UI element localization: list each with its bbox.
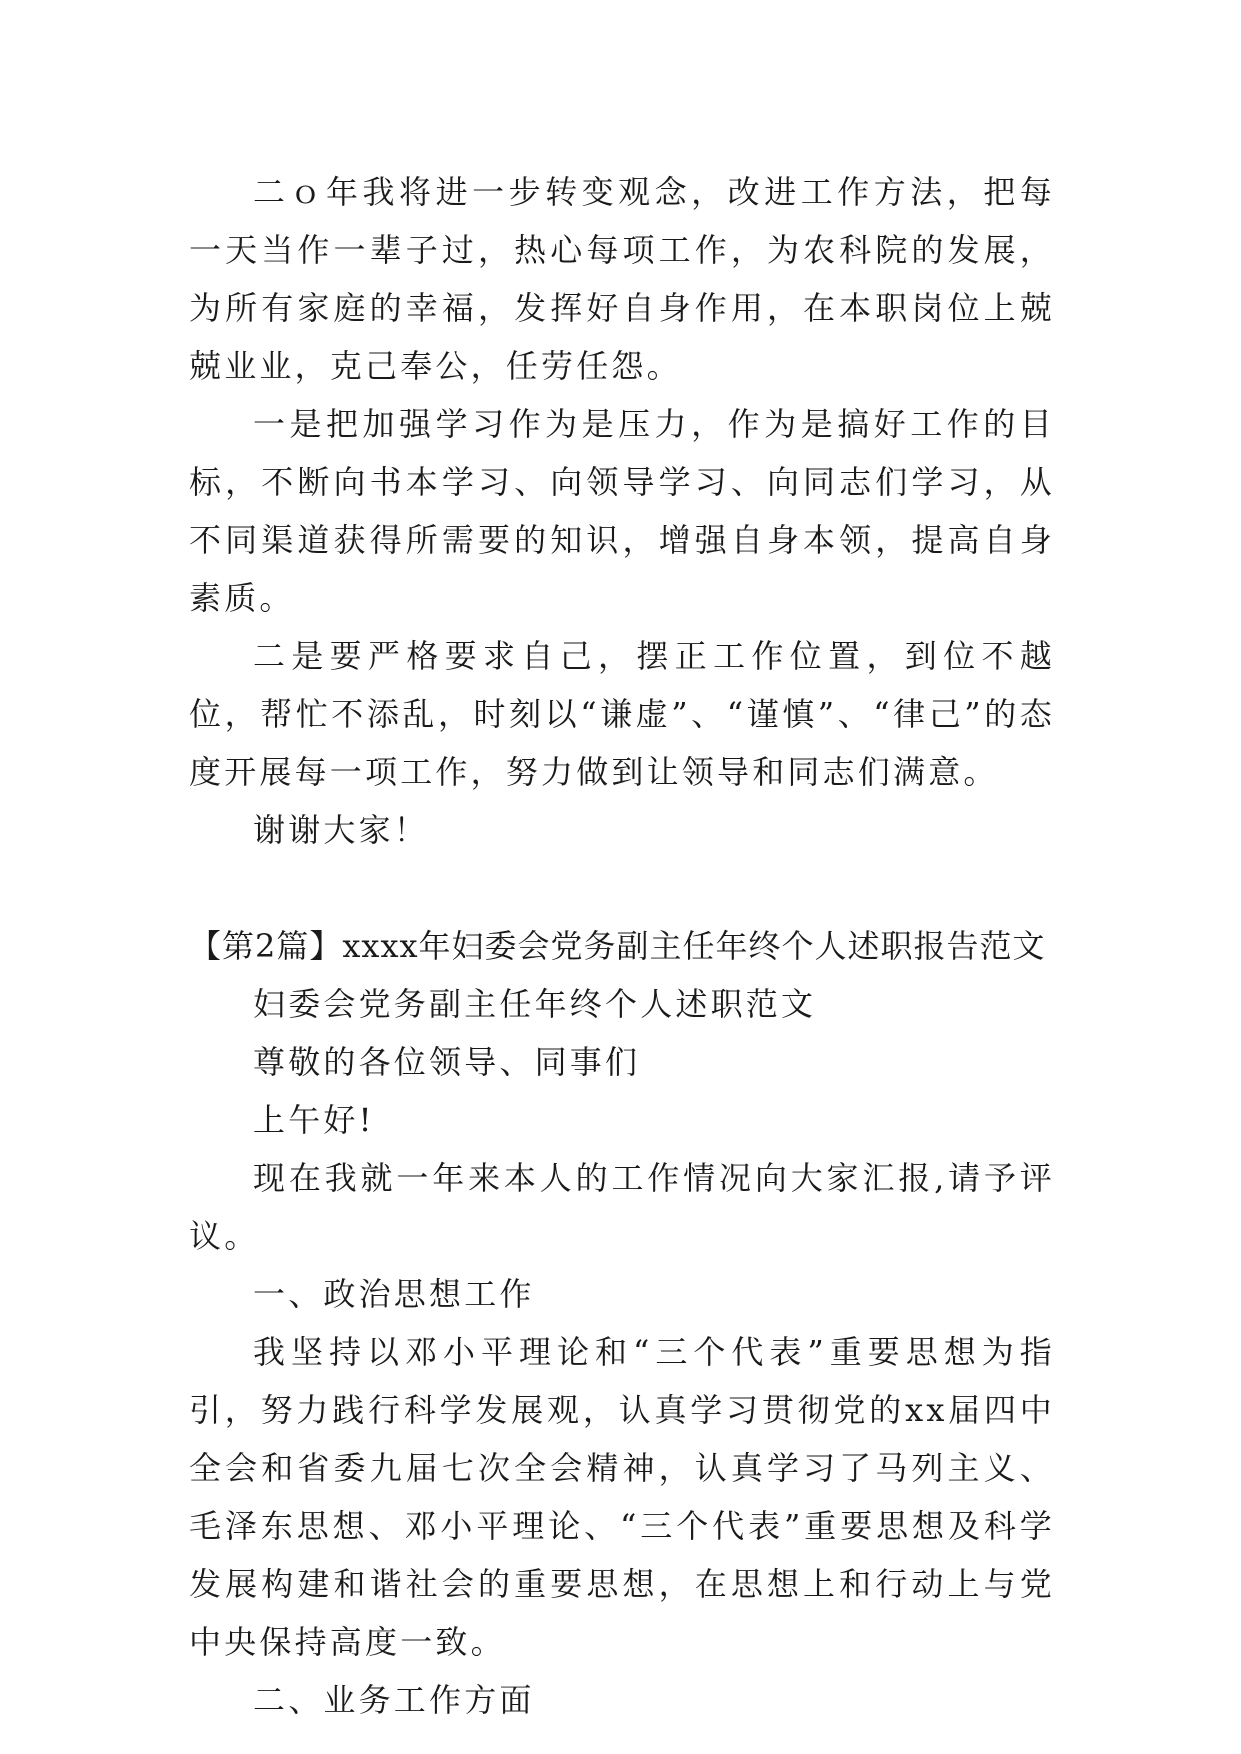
paragraph-political-thought: 我坚持以邓小平理论和“三个代表”重要思想为指引，努力践行科学发展观，认真学习贯彻党的xx届四中全会和省委九届七次全会精神，认真学习了马列主义、毛泽东思想、邓小平理论、“三个代表”重要思想及科学发展构建和谐社会的重要思想，在思想上和行动上与党中央保持高度一致。 <box>189 1333 1055 1661</box>
paragraph-work-plan: 二ｏ年我将进一步转变观念，改进工作方法，把每一天当作一辈子过，热心每项工作，为农科院的发展，为所有家庭的幸福，发挥好自身作用，在本职岗位上兢兢业业，克己奉公，任劳任怨。 <box>189 173 1055 385</box>
paragraph-study: 一是把加强学习作为是压力，作为是搞好工作的目标，不断向书本学习、向领导学习、向同志们学习，从不同渠道获得所需要的知识，增强自身本领，提高自身素质。 <box>189 405 1055 617</box>
heading-business-work: 二、业务工作方面 <box>253 1681 535 1719</box>
section-title: 【第2篇】xxxx年妇委会党务副主任年终个人述职报告范文 <box>189 927 1046 965</box>
paragraph-thanks: 谢谢大家！ <box>253 811 430 849</box>
greeting-line: 上午好! <box>253 1101 375 1139</box>
document-body <box>189 163 1055 1729</box>
heading-political-work: 一、政治思想工作 <box>253 1275 535 1313</box>
paragraph-self-discipline: 二是要严格要求自己，摆正工作位置，到位不越位，帮忙不添乱，时刻以“谦虚”、“谨慎”、“律己”的态度开展每一项工作，努力做到让领导和同志们满意。 <box>189 637 1055 791</box>
intro-line: 现在我就一年来本人的工作情况向大家汇报,请予评议。 <box>189 1159 1055 1255</box>
subtitle-line: 妇委会党务副主任年终个人述职范文 <box>253 985 817 1023</box>
salutation-line: 尊敬的各位领导、同事们 <box>253 1043 641 1081</box>
